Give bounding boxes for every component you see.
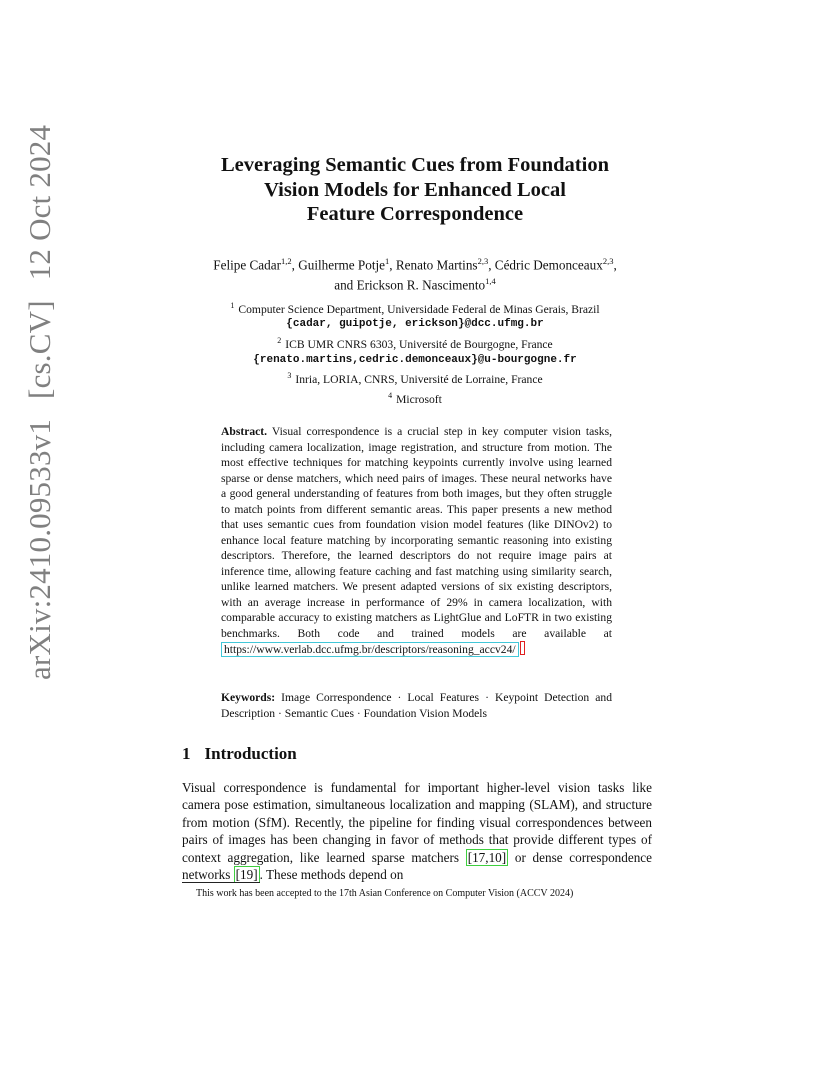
title-line: Feature Correspondence <box>306 203 524 225</box>
arxiv-date: 12 Oct 2024 <box>22 124 57 281</box>
intro-paragraph: Visual correspondence is fundamental for important higher-level vision tasks like camera pose estimation, simultaneous localization and mapping (SLAM), and structure from motion (SfM). Recently, the pipeline for finding visual correspondences between pairs of images has been changing in favor of methods that provide different types of context aggregation, like learned sparse matchers [17,10] or dense correspondence networks [19] . These methods depend on <box>182 780 653 883</box>
link-box-marker <box>520 641 525 655</box>
author-list: Felipe Cadar$^{1,2}$, Guilherme Potje$^1$, Renato Martins$^{2,3}$, Cédric Demonceaux$^{2,3}$, and Erickson R. Nascimento$^{1,4}$ <box>213 256 617 293</box>
keywords-label: Keywords: <box>221 691 276 704</box>
title-line: Leveraging Semantic Cues from Foundation <box>221 154 609 176</box>
keywords <box>221 690 612 721</box>
author-name: and Erickson R. Nascimento <box>334 277 486 293</box>
arxiv-category: [cs.CV] <box>22 300 57 399</box>
affiliation-line: $^1$ Computer Science Department, Universidade Federal de Minas Gerais, Brazil <box>230 301 600 316</box>
section-heading <box>182 744 297 764</box>
abstract-label: Abstract. <box>221 425 268 438</box>
author-affil-sup: 1,4 <box>485 276 496 287</box>
footnote: This work has been accepted to the 17th Asian Conference on Computer Vision (ACCV 2024) <box>196 888 574 899</box>
author-name: Felipe Cadar <box>213 257 281 273</box>
author-affil-sup: 1 <box>385 256 390 266</box>
affiliation-email: {renato.martins,cedric.demonceaux}@u-bourgogne.fr <box>253 353 577 366</box>
affiliations <box>160 298 670 407</box>
author-affil-sup: 2,3 <box>602 256 614 266</box>
author-affil-sup: 1,2 <box>281 256 292 266</box>
affiliation-email: {cadar, guipotje, erickson}@dcc.ufmg.br <box>286 318 544 331</box>
footnote-rule <box>182 882 260 883</box>
author-name: Cédric Demonceaux <box>494 257 603 273</box>
abstract <box>221 424 612 658</box>
paper-title <box>180 153 650 227</box>
keywords-text: Image Correspondence · Local Features · Keypoint Detection and Description · Semantic Cues · Foundation Vision Models <box>221 691 612 720</box>
abstract-text: Visual correspondence is a crucial step in key computer vision tasks, including camera localization, image registration, and structure from motion. The most effective techniques for matching keypoints currently involve using learned sparse or dense matchers, which need pairs of images. These neural networks have a good general understanding of features from both images, but they often struggle to match points from different semantic areas. This paper presents a new method that uses semantic cues from foundation vision model features (like DINOv2) to enhance local feature matching by incorporating semantic reasoning into existing descriptors. Therefore, the learned descriptors do not require image pairs at inference time, allowing feature caching and fast matching using similarity search, unlike learned matchers. We present adapted versions of six existing descriptors, with an average increase in performance of 29% in camera localization, with comparable accuracy to existing matchers as LightGlue and LoFTR in two existing benchmarks. Both code and trained models are available at <box>221 425 612 640</box>
affiliation-line: $^4$ Microsoft <box>388 390 442 406</box>
title-line: Vision Models for Enhanced Local <box>264 178 566 201</box>
code-url-link[interactable]: https://www.verlab.dcc.ufmg.br/descriptors/reasoning_accv24/ <box>221 642 519 657</box>
author-name: Guilherme Potje <box>298 257 386 273</box>
citation-link[interactable]: [19] <box>235 867 258 883</box>
author-name: Renato Martins <box>395 257 478 273</box>
arxiv-stamp <box>22 105 58 680</box>
affiliation-line: $^2$ ICB UMR CNRS 6303, Université de Bourgogne, France <box>277 336 553 351</box>
section-number: 1 <box>182 744 191 763</box>
author-affil-sup: 2,3 <box>477 256 489 266</box>
section-title: Introduction <box>204 744 297 763</box>
affiliation-line: $^3$ Inria, LORIA, CNRS, Université de Lorraine, France <box>287 371 543 386</box>
citation-link[interactable]: [17,10] <box>467 849 507 865</box>
arxiv-id: arXiv:2410.09533v1 <box>22 418 57 680</box>
